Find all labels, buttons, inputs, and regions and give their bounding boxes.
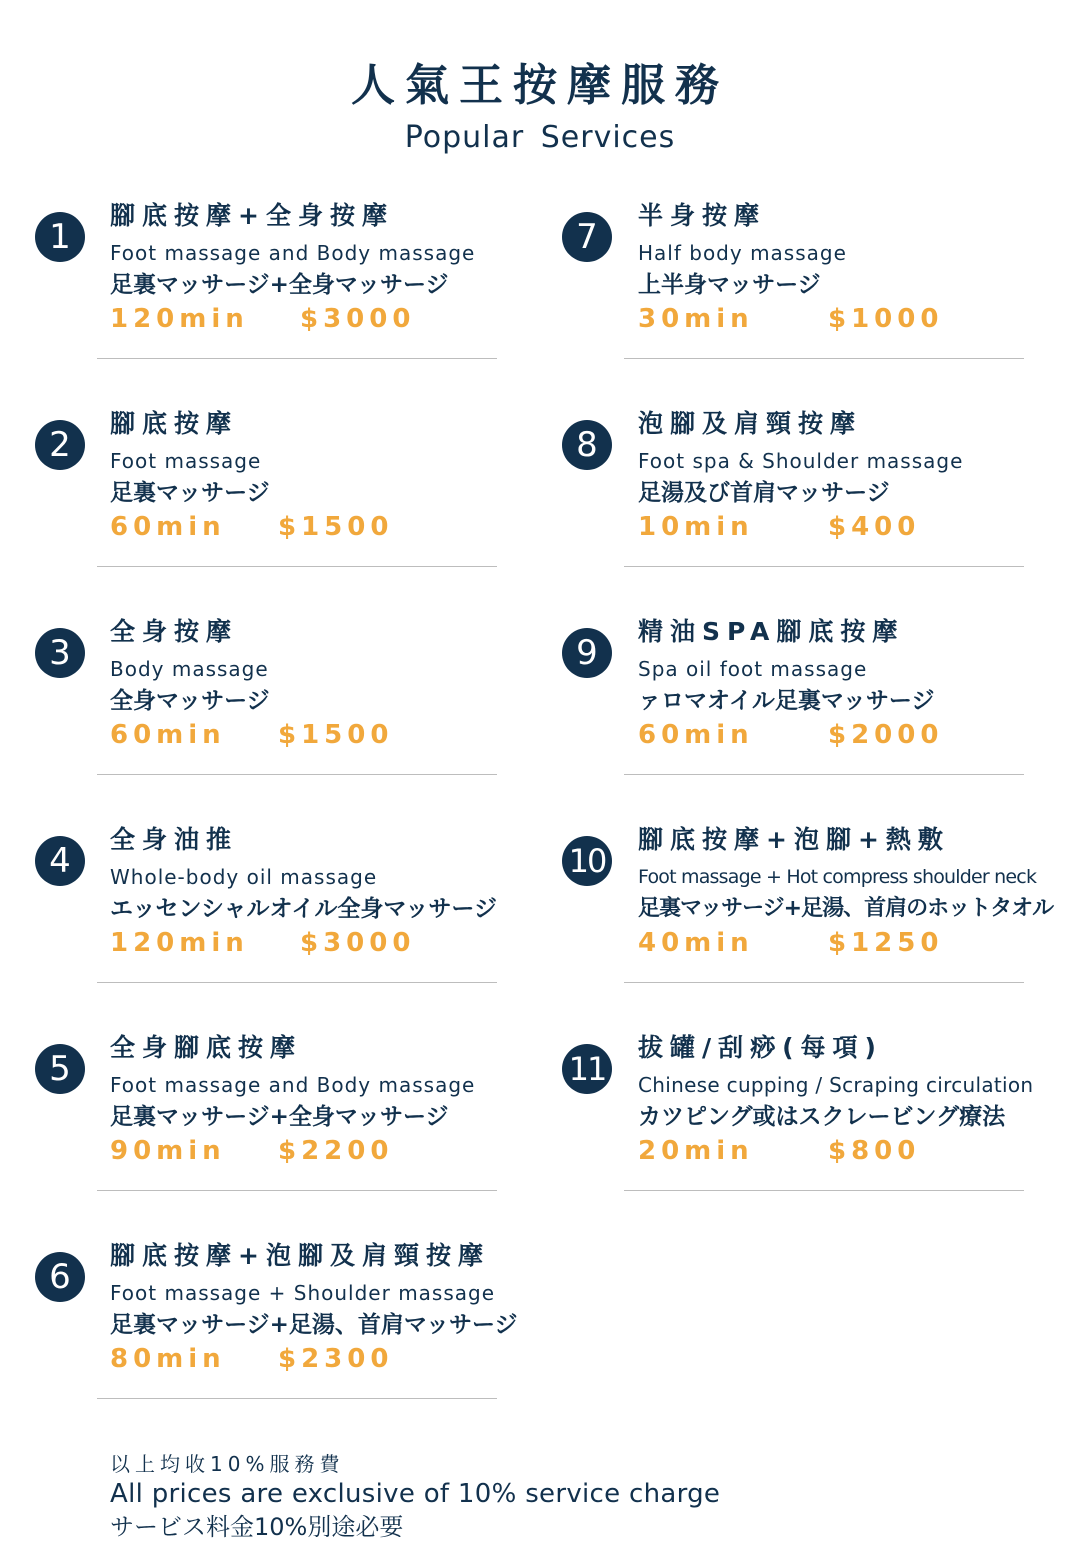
divider <box>97 774 497 775</box>
divider <box>624 982 1024 983</box>
service-name-en: Whole-body oil massage <box>110 865 378 889</box>
service-name-jp: 足湯及び首肩マッサージ <box>638 480 890 506</box>
service-name-jp: 足裏マッサージ+足湯、首肩マッサージ <box>110 1312 518 1338</box>
divider <box>97 982 497 983</box>
price-row <box>110 302 580 336</box>
price: $2200 <box>278 1136 394 1166</box>
service-name-en: Chinese cupping / Scraping circulation <box>638 1073 1034 1097</box>
number-badge: 11 <box>562 1044 612 1094</box>
service-name-jp: 全身マッサージ <box>110 688 270 714</box>
price: $3000 <box>300 304 416 334</box>
number-badge: 10 <box>562 836 612 886</box>
duration: 40min <box>638 928 754 958</box>
price-row <box>638 302 1080 336</box>
price-row <box>110 1342 580 1376</box>
price: $1500 <box>278 720 394 750</box>
service-name-zh: 全身油推 <box>110 825 239 854</box>
divider <box>97 1190 497 1191</box>
number-badge: 7 <box>562 212 612 262</box>
service-name-en: Foot massage and Body massage <box>110 241 476 265</box>
duration: 120min <box>110 928 249 958</box>
duration: 120min <box>110 304 249 334</box>
price: $1000 <box>828 304 944 334</box>
number-badge: 5 <box>35 1044 85 1094</box>
divider <box>624 1190 1024 1191</box>
service-name-jp: 足裏マッサージ+足湯、首肩のホットタオル <box>638 896 1054 921</box>
price: $2300 <box>278 1344 394 1374</box>
service-item-5 <box>35 1033 505 1234</box>
duration: 60min <box>638 720 754 750</box>
service-name-jp: 足裏マッサージ+全身マッサージ <box>110 272 449 298</box>
service-name-zh: 腳底按摩+泡腳及肩頸按摩 <box>110 1241 490 1270</box>
service-name-en: Foot spa & Shoulder massage <box>638 449 964 473</box>
service-name-en: Foot massage and Body massage <box>110 1073 476 1097</box>
page-title: 人氣王按摩服務 <box>351 60 729 111</box>
service-item-3 <box>35 617 505 818</box>
duration: 90min <box>110 1136 226 1166</box>
service-item-4 <box>35 825 505 1026</box>
number-badge: 9 <box>562 628 612 678</box>
price: $1500 <box>278 512 394 542</box>
service-name-zh: 精油SPA腳底按摩 <box>638 617 905 646</box>
service-name-zh: 腳底按摩+泡腳+熱敷 <box>638 825 950 854</box>
service-name-jp: 上半身マッサージ <box>638 272 821 298</box>
service-item-7 <box>562 201 1032 402</box>
note-en: All prices are exclusive of 10% service charge <box>110 1479 721 1509</box>
service-charge-note <box>110 1450 720 1544</box>
duration: 60min <box>110 512 226 542</box>
service-item-11 <box>562 1033 1034 1234</box>
number-badge: 3 <box>35 628 85 678</box>
service-name-en: Foot massage + Shoulder massage <box>110 1281 496 1305</box>
price: $3000 <box>300 928 416 958</box>
number-badge: 1 <box>35 212 85 262</box>
service-name-jp: 足裏マッサージ+全身マッサージ <box>110 1104 449 1130</box>
service-name-jp: ァロマオイル足裏マッサージ <box>638 688 935 714</box>
duration: 60min <box>110 720 226 750</box>
service-name-zh: 全身腳底按摩 <box>110 1033 303 1062</box>
service-name-jp: エッセンシャルオイル全身マッサージ <box>110 896 497 922</box>
price-row <box>110 510 580 544</box>
service-name-en: Spa oil foot massage <box>638 657 868 681</box>
price-row <box>110 718 580 752</box>
note-zh: 以上均收10%服務費 <box>110 1452 345 1476</box>
price-row <box>638 926 1080 960</box>
divider <box>624 566 1024 567</box>
duration: 80min <box>110 1344 226 1374</box>
service-name-zh: 腳底按摩 <box>110 409 239 438</box>
note-jp: サービス料金10%別途必要 <box>110 1513 404 1541</box>
service-item-2 <box>35 409 505 610</box>
number-badge: 2 <box>35 420 85 470</box>
price-row <box>110 926 580 960</box>
service-name-en: Half body massage <box>638 241 847 265</box>
service-name-zh: 腳底按摩+全身按摩 <box>110 201 394 230</box>
service-name-zh: 拔罐/刮痧(每項) <box>638 1033 883 1062</box>
divider <box>624 358 1024 359</box>
number-badge: 8 <box>562 420 612 470</box>
price-row <box>638 718 1080 752</box>
price: $2000 <box>828 720 944 750</box>
price: $1250 <box>828 928 944 958</box>
price-row <box>638 510 1080 544</box>
service-name-zh: 半身按摩 <box>638 201 767 230</box>
service-name-jp: カツピング或はスクレービング療法 <box>638 1104 1006 1130</box>
divider <box>97 358 497 359</box>
service-item-10 <box>562 825 1054 1026</box>
price: $800 <box>828 1136 921 1166</box>
service-name-zh: 泡腳及肩頸按摩 <box>638 409 863 438</box>
service-item-9 <box>562 617 1032 818</box>
price-row <box>110 1134 580 1168</box>
page-subtitle: Popular Services <box>404 120 676 155</box>
service-name-en: Foot massage + Hot compress shoulder neck <box>638 866 1037 888</box>
service-item-1 <box>35 201 505 402</box>
service-name-en: Body massage <box>110 657 269 681</box>
divider <box>97 1398 497 1399</box>
divider <box>97 566 497 567</box>
number-badge: 4 <box>35 836 85 886</box>
service-item-6 <box>35 1241 518 1442</box>
duration: 10min <box>638 512 754 542</box>
service-name-zh: 全身按摩 <box>110 617 239 646</box>
number-badge: 6 <box>35 1252 85 1302</box>
duration: 20min <box>638 1136 754 1166</box>
price-row <box>638 1134 1080 1168</box>
divider <box>624 774 1024 775</box>
price: $400 <box>828 512 921 542</box>
service-name-jp: 足裏マッサージ <box>110 480 270 506</box>
service-name-en: Foot massage <box>110 449 262 473</box>
service-item-8 <box>562 409 1032 610</box>
duration: 30min <box>638 304 754 334</box>
